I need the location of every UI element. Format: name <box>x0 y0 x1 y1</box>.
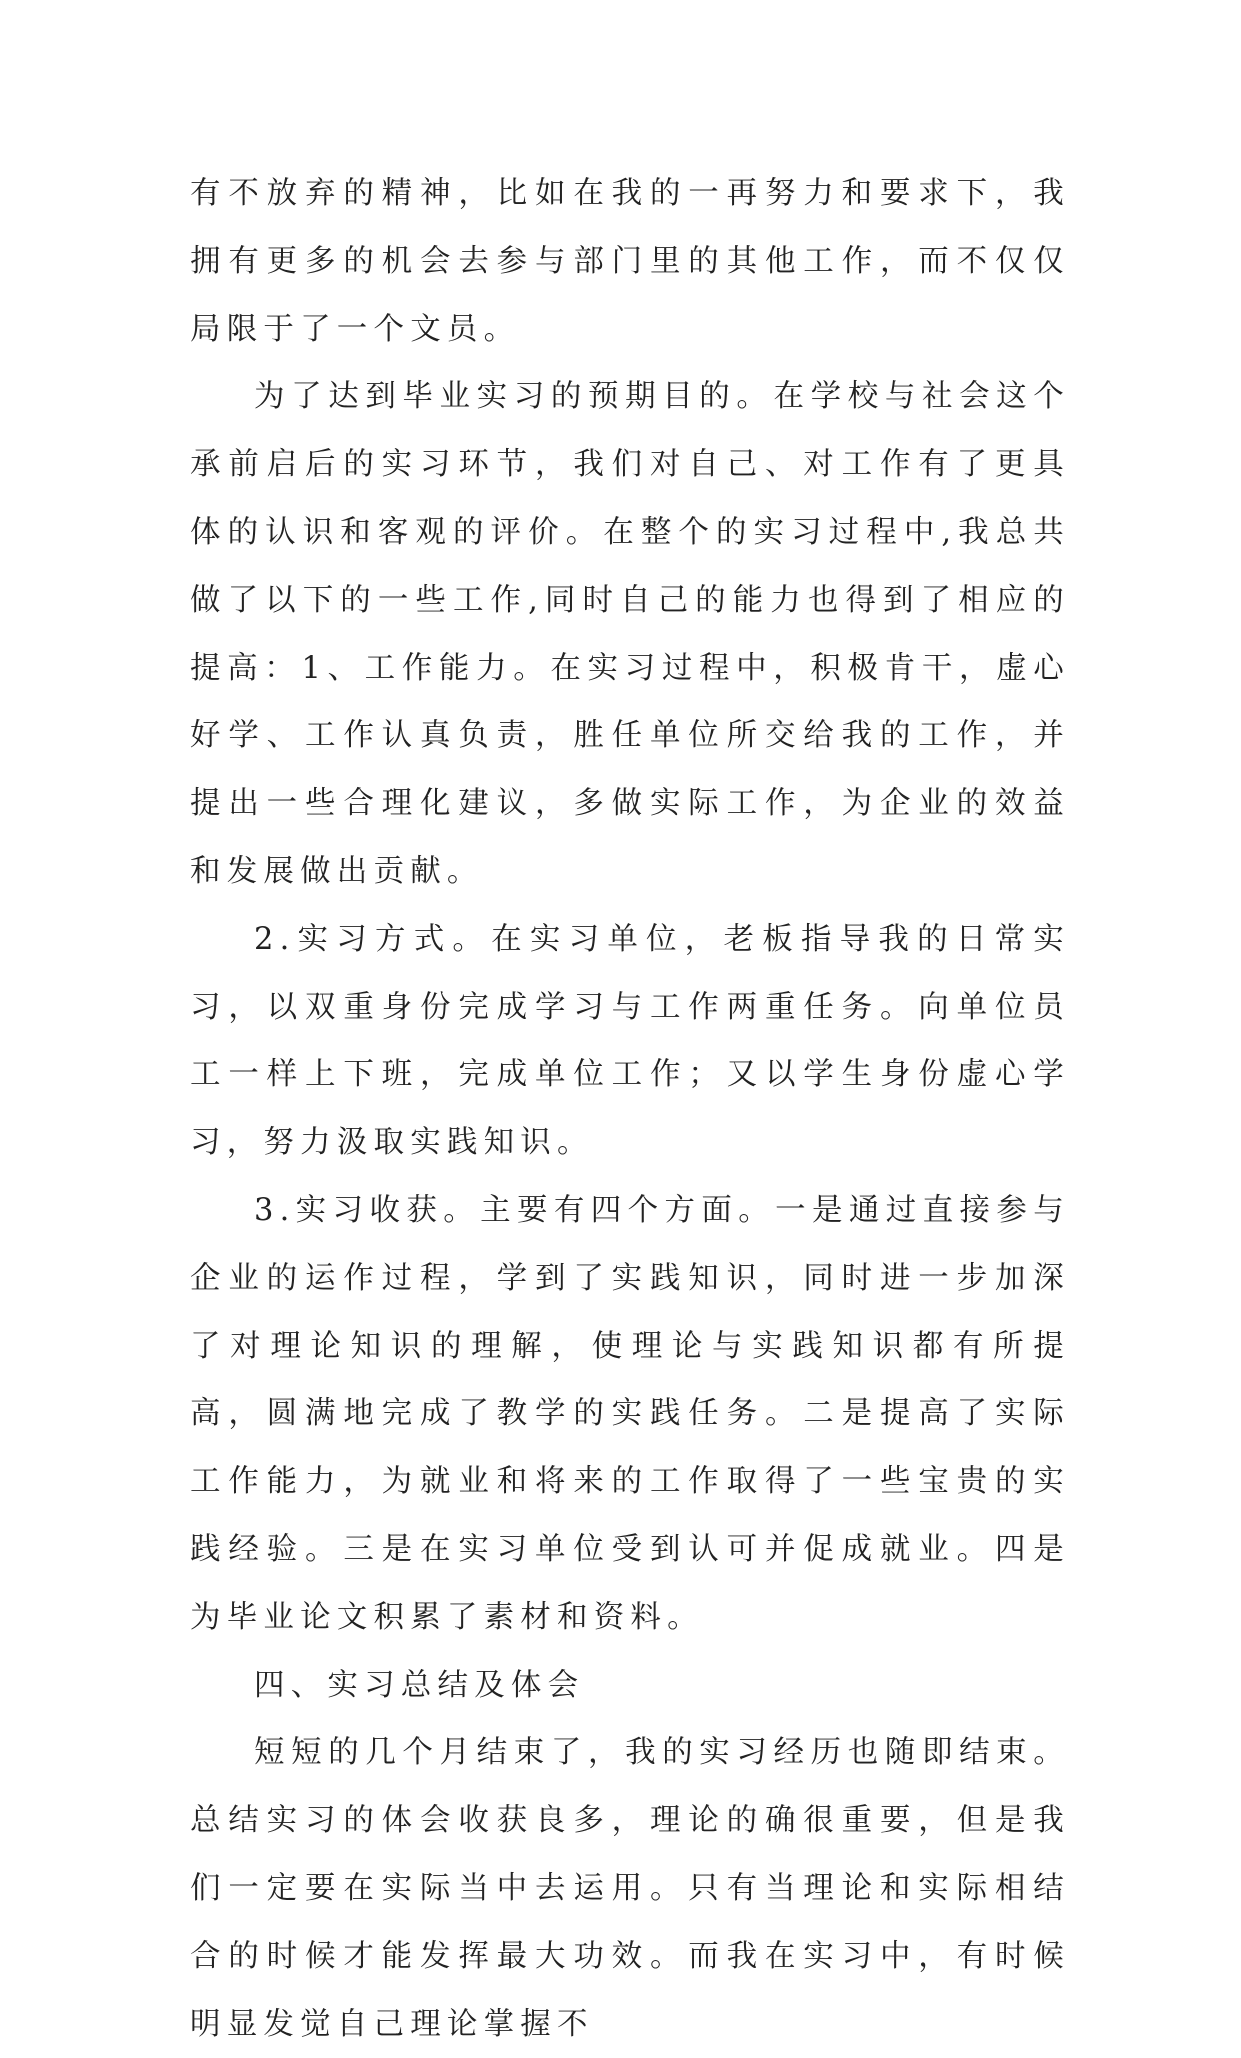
paragraph-1: 有不放弃的精神，比如在我的一再努力和要求下，我拥有更多的机会去参与部门里的其他工作，而不仅仅局限于了一个文员。 <box>190 176 1070 347</box>
paragraph-2: 为了达到毕业实习的预期目的。在学校与社会这个承前启后的实习环节，我们对自己、对工作有了更具体的认识和客观的评价。在整个的实习过程中,我总共做了以下的一些工作,同时自己的能力也得到了相应的提高：1、工作能力。在实习过程中，积极肯干，虚心好学、工作认真负责，胜任单位所交给我的工作，并提出一些合理化建议，多做实际工作，为企业的效益和发展做出贡献。 <box>190 379 1070 889</box>
paragraph-5: 短短的几个月结束了，我的实习经历也随即结束。总结实习的体会收获良多，理论的确很重要，但是我们一定要在实际当中去运用。只有当理论和实际相结合的时候才能发挥最大功效。而我在实习中，有时候明显发觉自己理论掌握不 <box>190 1735 1070 2042</box>
section-heading: 四、实习总结及体会 <box>254 1667 585 1703</box>
paragraph-3: 2.实习方式。在实习单位，老板指导我的日常实习，以双重身份完成学习与工作两重任务。向单位员工一样上下班，完成单位工作；又以学生身份虚心学习，努力汲取实践知识。 <box>190 921 1070 1161</box>
document-body <box>190 160 1070 2058</box>
paragraph-4: 3.实习收获。主要有四个方面。一是通过直接参与企业的运作过程，学到了实践知识，同时进一步加深了对理论知识的理解，使理论与实践知识都有所提高，圆满地完成了教学的实践任务。二是提高了实际工作能力，为就业和将来的工作取得了一些宝贵的实践经验。三是在实习单位受到认可并促成就业。四是为毕业论文积累了素材和资料。 <box>190 1192 1070 1635</box>
